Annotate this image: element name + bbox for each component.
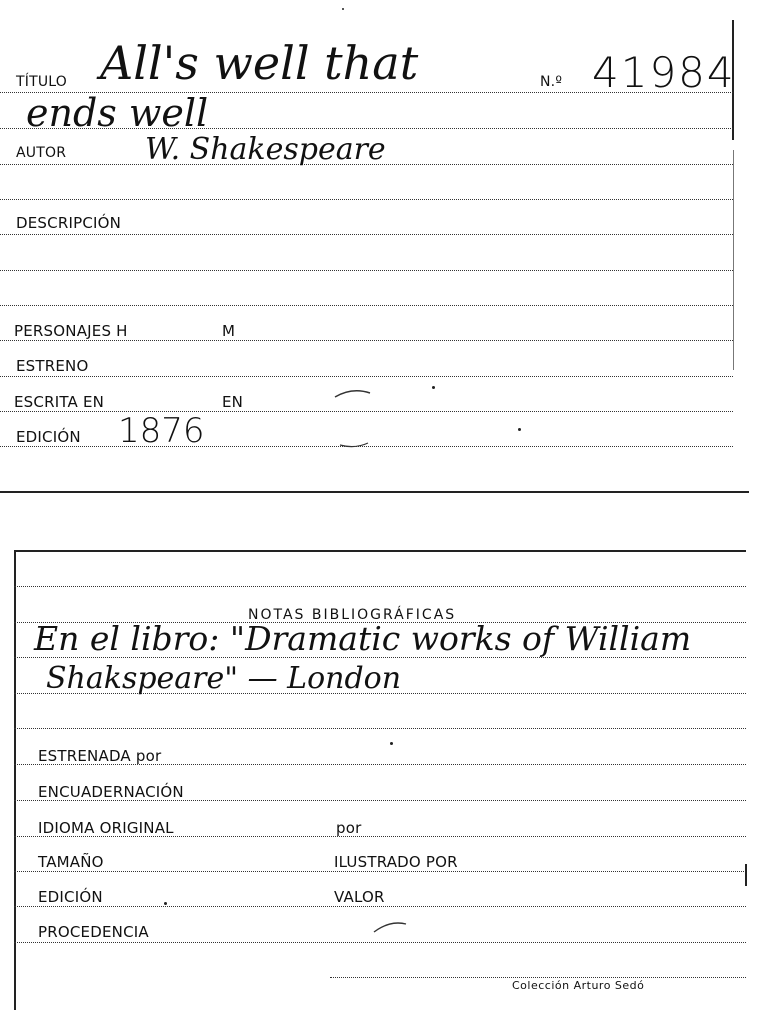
row-line bbox=[14, 942, 746, 943]
descripcion-label: DESCRIPCIÓN bbox=[16, 214, 122, 232]
row-line bbox=[330, 977, 746, 978]
personajes-label: PERSONAJES H bbox=[14, 322, 128, 340]
card-separator bbox=[0, 491, 749, 493]
valor-label: VALOR bbox=[334, 888, 385, 906]
titulo-label: TÍTULO bbox=[16, 74, 67, 90]
ilustrado-label: ILUSTRADO POR bbox=[334, 853, 458, 871]
titulo-value-line1: All's well that bbox=[100, 36, 419, 90]
speck bbox=[390, 742, 393, 745]
row-line bbox=[0, 305, 733, 306]
speck bbox=[432, 386, 435, 389]
edicion-value: 1876 bbox=[118, 411, 205, 451]
escrita-en-label: ESCRITA EN bbox=[14, 393, 105, 411]
stray-mark bbox=[330, 385, 380, 455]
speck bbox=[164, 902, 167, 905]
encuadernacion-label: ENCUADERNACIÓN bbox=[38, 783, 184, 801]
autor-value: W. Shakespeare bbox=[145, 132, 386, 167]
tamano-label: TAMAÑO bbox=[38, 853, 104, 871]
estrenada-label: ESTRENADA por bbox=[38, 747, 162, 765]
row-line bbox=[14, 871, 746, 872]
procedencia-label: PROCEDENCIA bbox=[38, 923, 149, 941]
bottom-card-top-border bbox=[14, 550, 746, 552]
row-line bbox=[14, 586, 746, 587]
edicion-label: EDICIÓN bbox=[16, 428, 81, 446]
speck bbox=[518, 428, 521, 431]
en-label: EN bbox=[222, 393, 244, 411]
stray-mark bbox=[372, 918, 412, 938]
bottom-card-left-border bbox=[14, 550, 16, 1010]
top-card-right-border-lower bbox=[733, 150, 734, 370]
notas-value-line1: En el libro: "Dramatic works of William bbox=[34, 619, 692, 658]
right-edge-mark bbox=[745, 864, 747, 886]
row-line bbox=[14, 906, 746, 907]
edicion-label-bottom: EDICIÓN bbox=[38, 888, 103, 906]
coleccion-label: Colección Arturo Sedó bbox=[512, 979, 645, 992]
numero-value: 41984 bbox=[592, 48, 736, 97]
notas-value-line2: Shakspeare" — London bbox=[46, 661, 402, 696]
speck bbox=[342, 8, 344, 10]
row-line bbox=[0, 270, 733, 271]
por-label: por bbox=[336, 819, 362, 837]
row-line bbox=[0, 199, 733, 200]
autor-label: AUTOR bbox=[16, 145, 67, 161]
row-line bbox=[0, 340, 733, 341]
idioma-label: IDIOMA ORIGINAL bbox=[38, 819, 174, 837]
row-line bbox=[14, 728, 746, 729]
estreno-label: ESTRENO bbox=[16, 357, 89, 375]
titulo-value-line2: ends well bbox=[26, 91, 209, 135]
row-line bbox=[0, 234, 733, 235]
numero-label: N.º bbox=[540, 74, 563, 90]
row-line bbox=[0, 376, 733, 377]
notas-label: NOTAS BIBLIOGRÁFICAS bbox=[248, 607, 457, 623]
personajes-m-label: M bbox=[222, 322, 236, 340]
